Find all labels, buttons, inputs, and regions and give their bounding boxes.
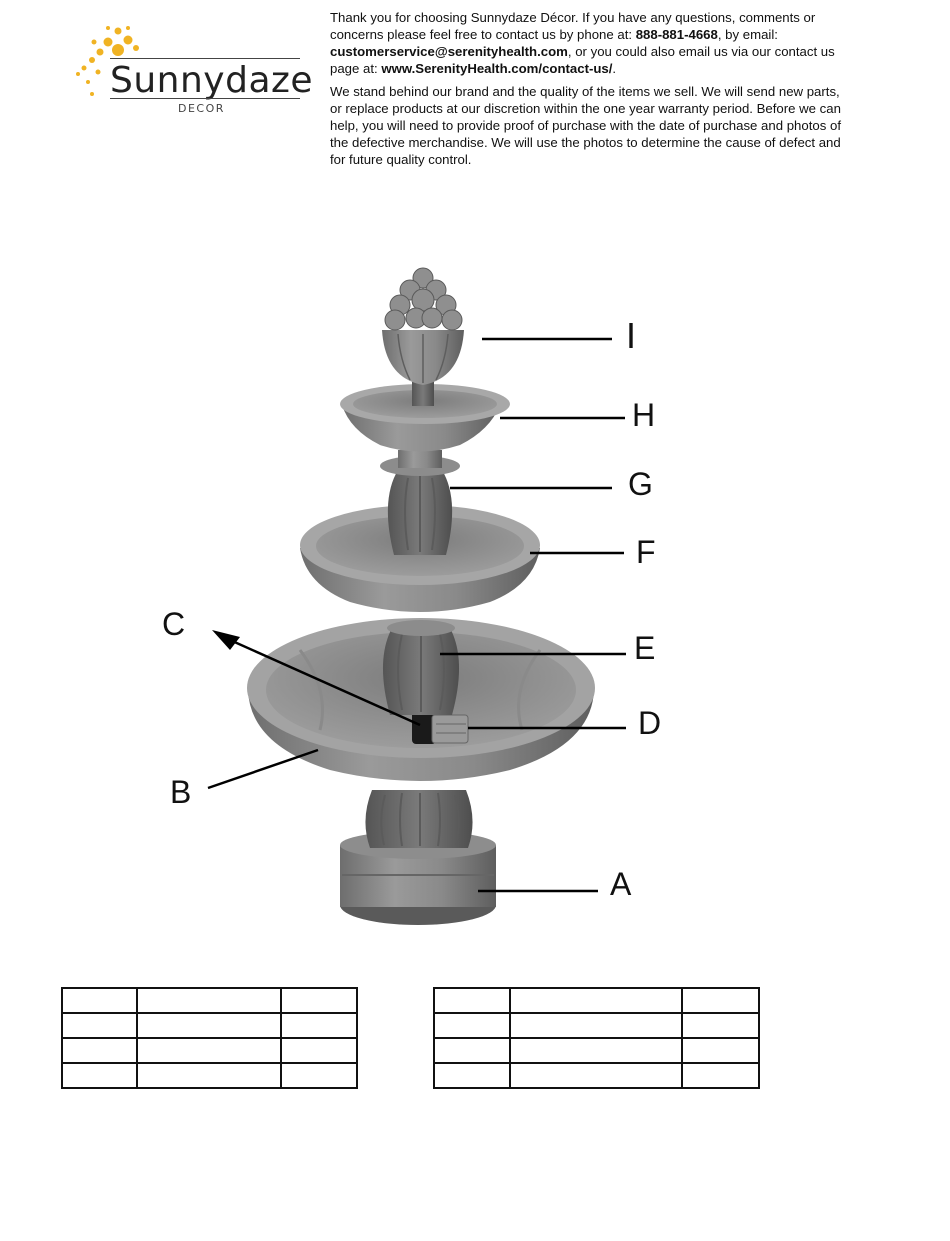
table-row [434, 1013, 759, 1038]
brand-logo [70, 22, 314, 122]
table-cell [434, 988, 510, 1013]
table-cell [510, 1063, 683, 1088]
phone-number: 888-881-4668 [635, 27, 718, 42]
logo-sub-text: DECOR [178, 102, 225, 115]
contact-paragraph [330, 9, 850, 77]
parts-table-left [61, 987, 358, 1089]
contact-text-4: . [612, 61, 617, 76]
table-cell [682, 1013, 759, 1038]
table-cell [510, 1038, 683, 1063]
table-row [434, 1038, 759, 1063]
part-label-i: I [626, 315, 637, 356]
table-row [62, 1063, 357, 1088]
parts-table-right [433, 987, 760, 1089]
table-cell [62, 1038, 137, 1063]
logo-brand-text: Sunnydaze [110, 60, 314, 101]
table-cell [682, 1063, 759, 1088]
table-cell [281, 1013, 357, 1038]
table-cell [62, 988, 137, 1013]
table-cell [434, 1013, 510, 1038]
fountain-diagram [0, 240, 950, 960]
part-label-h: H [632, 397, 656, 433]
table-row [62, 1013, 357, 1038]
table-cell [281, 1038, 357, 1063]
part-label-b: B [170, 774, 192, 810]
table-cell [281, 988, 357, 1013]
table-cell [510, 988, 683, 1013]
contact-text-1: Thank you for choosing Sunnydaze Décor. If you have any questions, comments or concerns please feel free to contact us by phone at: [330, 10, 816, 42]
part-label-f: F [636, 534, 656, 570]
table-cell [137, 1063, 280, 1088]
table-row [434, 988, 759, 1013]
part-label-d: D [638, 705, 662, 741]
table-row [62, 1038, 357, 1063]
table-cell [62, 1063, 137, 1088]
part-label-g: G [628, 466, 653, 502]
table-cell [434, 1063, 510, 1088]
part-label-c: C [162, 606, 186, 642]
contact-url: www.SerenityHealth.com/contact-us/ [381, 61, 613, 76]
table-cell [434, 1038, 510, 1063]
contact-text-2: , by email: [717, 27, 778, 42]
table-row [62, 988, 357, 1013]
warranty-paragraph: We stand behind our brand and the quality of the items we sell. We will send new parts, or replace products at our discretion within the one year warranty period. Before we can help, you will need to provide proof of purchase with the date of purchase and photos of the defective merchandise. We will use the photos to determine the cause of defect and for future quality control. [330, 84, 841, 167]
part-label-e: E [634, 630, 656, 666]
fountain-illustration [0, 240, 950, 960]
table-cell [682, 988, 759, 1013]
logo-rule-top [110, 58, 300, 59]
intro-text [330, 9, 850, 174]
contact-text-3: , or you could also email us via our contact us page at: [330, 44, 835, 76]
table-cell [281, 1063, 357, 1088]
table-cell [137, 1038, 280, 1063]
table-cell [682, 1038, 759, 1063]
table-row [434, 1063, 759, 1088]
table-cell [62, 1013, 137, 1038]
support-email: customerservice@serenityhealth.com [330, 44, 568, 59]
part-label-a: A [610, 866, 632, 902]
logo-rule-bottom [110, 98, 300, 99]
table-cell [510, 1013, 683, 1038]
table-cell [137, 988, 280, 1013]
table-cell [137, 1013, 280, 1038]
